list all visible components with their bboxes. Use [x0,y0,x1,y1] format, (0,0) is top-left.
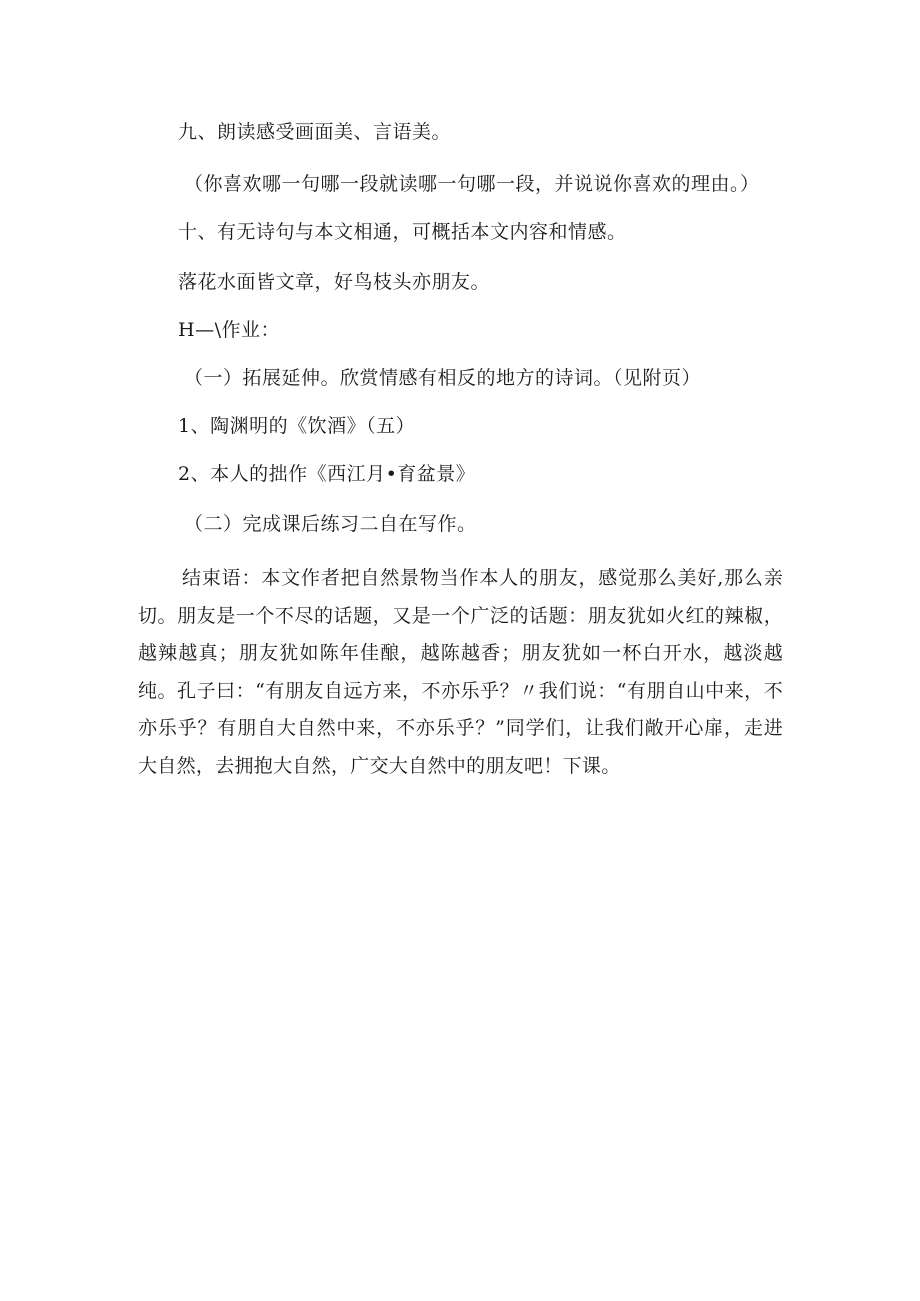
section-nine-heading: 九、朗读感受画面美、言语美。 [178,121,452,143]
poem-line: 落花水面皆文章，好鸟枝头亦朋友。 [178,271,491,293]
homework-reference-1: 1、陶渊明的《饮酒》（五） [178,415,416,437]
homework-item-extension: （一）拓展延伸。欣赏情感有相反的地方的诗词。（见附页） [184,367,702,389]
homework-heading: H—\作业： [178,319,280,341]
homework-reference-2: 2、本人的拙作《西江月•育盆景》 [178,463,476,485]
section-ten-heading: 十、有无诗句与本文相通，可概括本文内容和情感。 [178,221,627,243]
closing-paragraph: 结束语：本文作者把自然景物当作本人的朋友，感觉那么美好,那么亲切。朋友是一个不尽的话题，又是一个广泛的话题：朋友犹如火红的辣椒，越辣越真；朋友犹如陈年佳酿，越陈越香；朋友犹如一杯白开水，越淡越纯。孔子曰：“有朋友自远方来，不亦乐乎？〃我们说：“有朋自山中来，不亦乐乎？有朋自大自然中来，不亦乐乎？”同学们，让我们敞开心扉，走进大自然，去拥抱大自然，广交大自然中的朋友吧！下课。 [138,567,783,777]
reading-instruction: （你喜欢哪一句哪一段就读哪一句哪一段，并说说你喜欢的理由。） [184,173,760,195]
homework-item-writing: （二）完成课后练习二自在写作。 [184,513,477,535]
